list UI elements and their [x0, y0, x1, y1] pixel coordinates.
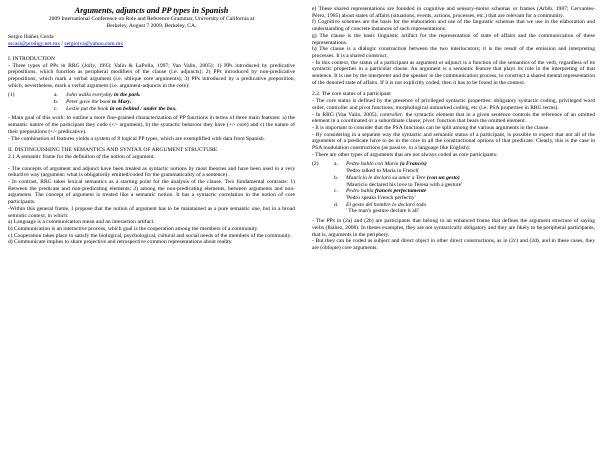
example-gloss: 'Mauricio declared his love to Teresa with a gesture'	[346, 181, 463, 188]
example-item	[334, 161, 595, 168]
intro-paragraph-1: - Three types of PPs in RRG (Jolly, 1993; Valin & LaPolla, 1997; Van Valin, 2005): 1) PPs introduced by predicative prepositions, which function as peripheral modifiers of the clause (i.e. adjuncts); 2) PPs introduced by non-predicative prepositions, which mark a verbal argument (i.e. oblique core arguments); 3) PPs introduced by a predicative preposition, which, nevertheless, mark a verbal argument (i.e. argument-adjuncts in the core):	[8, 62, 295, 89]
author-emails	[8, 41, 295, 48]
example-plain-text: Leslie put the book	[66, 105, 110, 112]
example-sentence	[346, 161, 427, 168]
author-name: Sergio Ibáñez Cerda	[8, 34, 54, 41]
example-2	[312, 161, 595, 215]
section-2-heading: II. DISTINGUISHING THE SEMANTICS AND SYNTAX OF ARGUMENT STRUCTURE	[8, 147, 218, 154]
paper-title: Arguments, adjuncts and PP types in Spanish	[74, 6, 229, 15]
example-item	[54, 92, 295, 99]
example-plain-text: Mauricio le declaró su amor a Tere	[346, 174, 427, 181]
point-e: e) These shared representations are founded in cognitive and sensory-motor schemas or frames (Arbib, 1987; Cervantes-Pérez, 1985) about states of affairs (situations, events, actions, processes, etc.) that are relevant for a community.	[312, 6, 595, 19]
list-item: c) Cooperation takes place to satisfy the biological, psychological, cultural and social needs of the members of the community.	[8, 232, 292, 239]
example-sentence	[66, 99, 131, 106]
intro-paragraph-2: - Main goal of this work: to outline a more fine-grained characterization of PP functions in terms of three main features: a) the semantic nature of the participant they code (+/- argument), b) the syntactic behavior they have (+/- core) and c) the nature of their prepositions (+/- predicative).	[8, 115, 295, 135]
email-link-1[interactable]: sscasi@prodigy.net.mx	[8, 41, 61, 48]
example-plain-text: Pedro habla	[346, 188, 376, 195]
example-gloss: 'Pedro speaks French perfectly'	[346, 194, 416, 201]
example-letter: b.	[54, 99, 59, 106]
example-2-number: (2)	[312, 161, 319, 168]
example-bold-text: to Mary.	[111, 99, 132, 106]
example-sentence	[346, 188, 426, 195]
core-paragraph-5: - There are other types of arguments that are not always coded as core participants:	[312, 151, 498, 158]
example-plain-text: John walks everyday	[66, 92, 114, 99]
example-letter: c.	[54, 105, 58, 112]
final-paragraph-2: - But they can be coded as subject and direct object in other direct constructions, as in (2c) and (2d), and in these cases, they are (oblique) core arguments.	[312, 238, 595, 251]
list-item: b) Communication is an interactive process, which goal is the cooperation among the members of a community.	[8, 225, 259, 232]
right-column	[312, 6, 595, 252]
example-1	[8, 92, 295, 112]
email-link-2[interactable]: sergioiva@yahoo.com.mx	[64, 41, 124, 48]
intro-paragraph-3: - The combination of features yields a system of 8 logical PP types, which are exemplified with data from Spanish.	[8, 135, 266, 142]
example-letter: a.	[334, 161, 338, 168]
core-paragraph-2: - In RRG (Van Valin, 2005), controller: the syntactic element that in a given sentence controls the reference of an omitted element in a coordinated or a subordinate clause; pivot: function that bears the omitted element.	[312, 111, 596, 125]
example-letter: d.	[334, 201, 339, 208]
context-paragraph: - In this context, the status of a participant as argument or adjunct is a function of the semantics of the verb, regardless of its syntactic properties in a particular clause. An argument is a semantic feature that plays its role in the interpreting of that sentence. It is use by the interpreter and the speaker in the communication process, to construct a shared mental representation of the denoted state of affairs. If it is not explicitly coded, then it has to be found in the context.	[312, 59, 595, 86]
example-sentence	[346, 202, 426, 209]
section-2-paragraph-1: - The concepts of argument and adjunct have been treated as syntactic notions by most theories and have been used in a very reductive way (argument: what is obligatorily emitted/coded for the grammaticality of a sentence).	[8, 165, 295, 179]
core-paragraph-3: - It is important to consider that the PSA functions can be split among the various arguments in the clause.	[312, 124, 550, 131]
point-g: g) The clause is the basic linguistic artifact for the representation of state of affairs and the communication of these representations.	[312, 32, 595, 46]
example-bold-text: in on behind / under the box.	[109, 105, 177, 112]
intro-heading: I. INTRODUCTION	[8, 55, 55, 62]
example-letter: c.	[334, 188, 338, 195]
example-sentence	[66, 92, 141, 99]
example-item	[334, 188, 595, 195]
example-bold-text: (a Francés)	[399, 161, 427, 168]
example-2-items	[334, 161, 595, 215]
example-item	[334, 202, 595, 209]
list-item: d) Communicate implies to share projective and retrospective common representations about reality.	[8, 239, 233, 246]
list-item: a) Language is a communication mean and an interaction artifact.	[8, 219, 155, 226]
section-2-list	[8, 219, 295, 246]
example-plain-text: Pedro habló con María	[346, 161, 400, 168]
example-letter: a.	[54, 92, 58, 99]
example-gloss: ' The man's gesture declare it all'	[346, 208, 419, 215]
example-gloss: 'Pedro talked to Maria in French'	[346, 168, 420, 175]
final-paragraph-1: - The PPs in (2a) and (2b) are participants that belong to an enhanced frame that defines the argument structure of saying verbs (Ibáñez, 2008). In theses examples, they are not syntactically obligatory and they are likely to be peripheral participants, that is, arguments in the periphery.	[312, 218, 595, 238]
section-2-1-heading: 2.1 A semantic frame for the definition of the notion of argument.	[8, 153, 155, 160]
example-item	[54, 99, 295, 106]
example-1-items	[54, 92, 295, 112]
example-item	[334, 175, 595, 182]
email-separator: /	[60, 41, 65, 48]
example-plain-text: Peter gave the book	[66, 99, 112, 106]
example-bold-text: francés perfectamente	[375, 188, 427, 195]
point-f: f) Cognitive schemes are the basis for the elaboration and use of the linguistic schemas that we use in the elaboration and understanding of concrete instances of such representations.	[312, 19, 595, 33]
core-paragraph-4: - By considering in a separate way the syntactic and semantic status of a participant, is possible to expect that not all of the arguments of a predicate have to be in the core in all the constructional options of that predicate. Clearly, this is the case in PSA modulation constructions (as passive, in a language like English):	[312, 131, 595, 152]
section-2-2-heading: 2.2. The core status of a participant	[312, 91, 391, 98]
example-sentence	[66, 106, 177, 113]
example-1-number: (1)	[8, 92, 15, 99]
example-sentence	[346, 175, 460, 182]
conference-line-1: 2009 International Conference on Role and Reference Grammar, University of California at	[48, 16, 255, 22]
point-h: h) The clause is a dialogic construction between the two interlocutors; it is the result of the emission and interpreting processes. It is a shared construct.	[312, 46, 595, 59]
conference-line-2: Berkeley, August 7 2009, Berkeley, CA.	[106, 22, 197, 29]
example-plain-text: El gesto del hombre lo declaró todo	[346, 201, 427, 208]
section-2-paragraph-3: -Within this general frame, I propose that the notion of argument has to be maintained as a pure semantic one, but in a broad semiotic context, in which:	[8, 205, 295, 219]
example-letter: b.	[334, 174, 339, 181]
example-bold-text: in the park.	[114, 92, 141, 99]
section-2-paragraph-2: - In contrast, RRG takes lexical semantics as a starting point for the analysis of the clause. Two fundamental contrasts: 1) Between the predicate and non-predicating elements; 2) among the non-predicating elements, between arguments and non-arguments. The concept of argument is treated like a semantic notion. It has a syntactic correlation in the notion of core participants.	[8, 179, 295, 206]
example-bold-text: (con un gesto)	[426, 174, 460, 181]
core-paragraph-1: - The core status is defined by the presence of privileged syntactic properties: obligatory syntactic coding, privileged word order, controller and pivot functions, morphological unmarked coding, etc (i.e. PSA properties in RRG terms).	[312, 98, 595, 111]
example-item	[54, 106, 295, 113]
left-column	[8, 6, 295, 246]
